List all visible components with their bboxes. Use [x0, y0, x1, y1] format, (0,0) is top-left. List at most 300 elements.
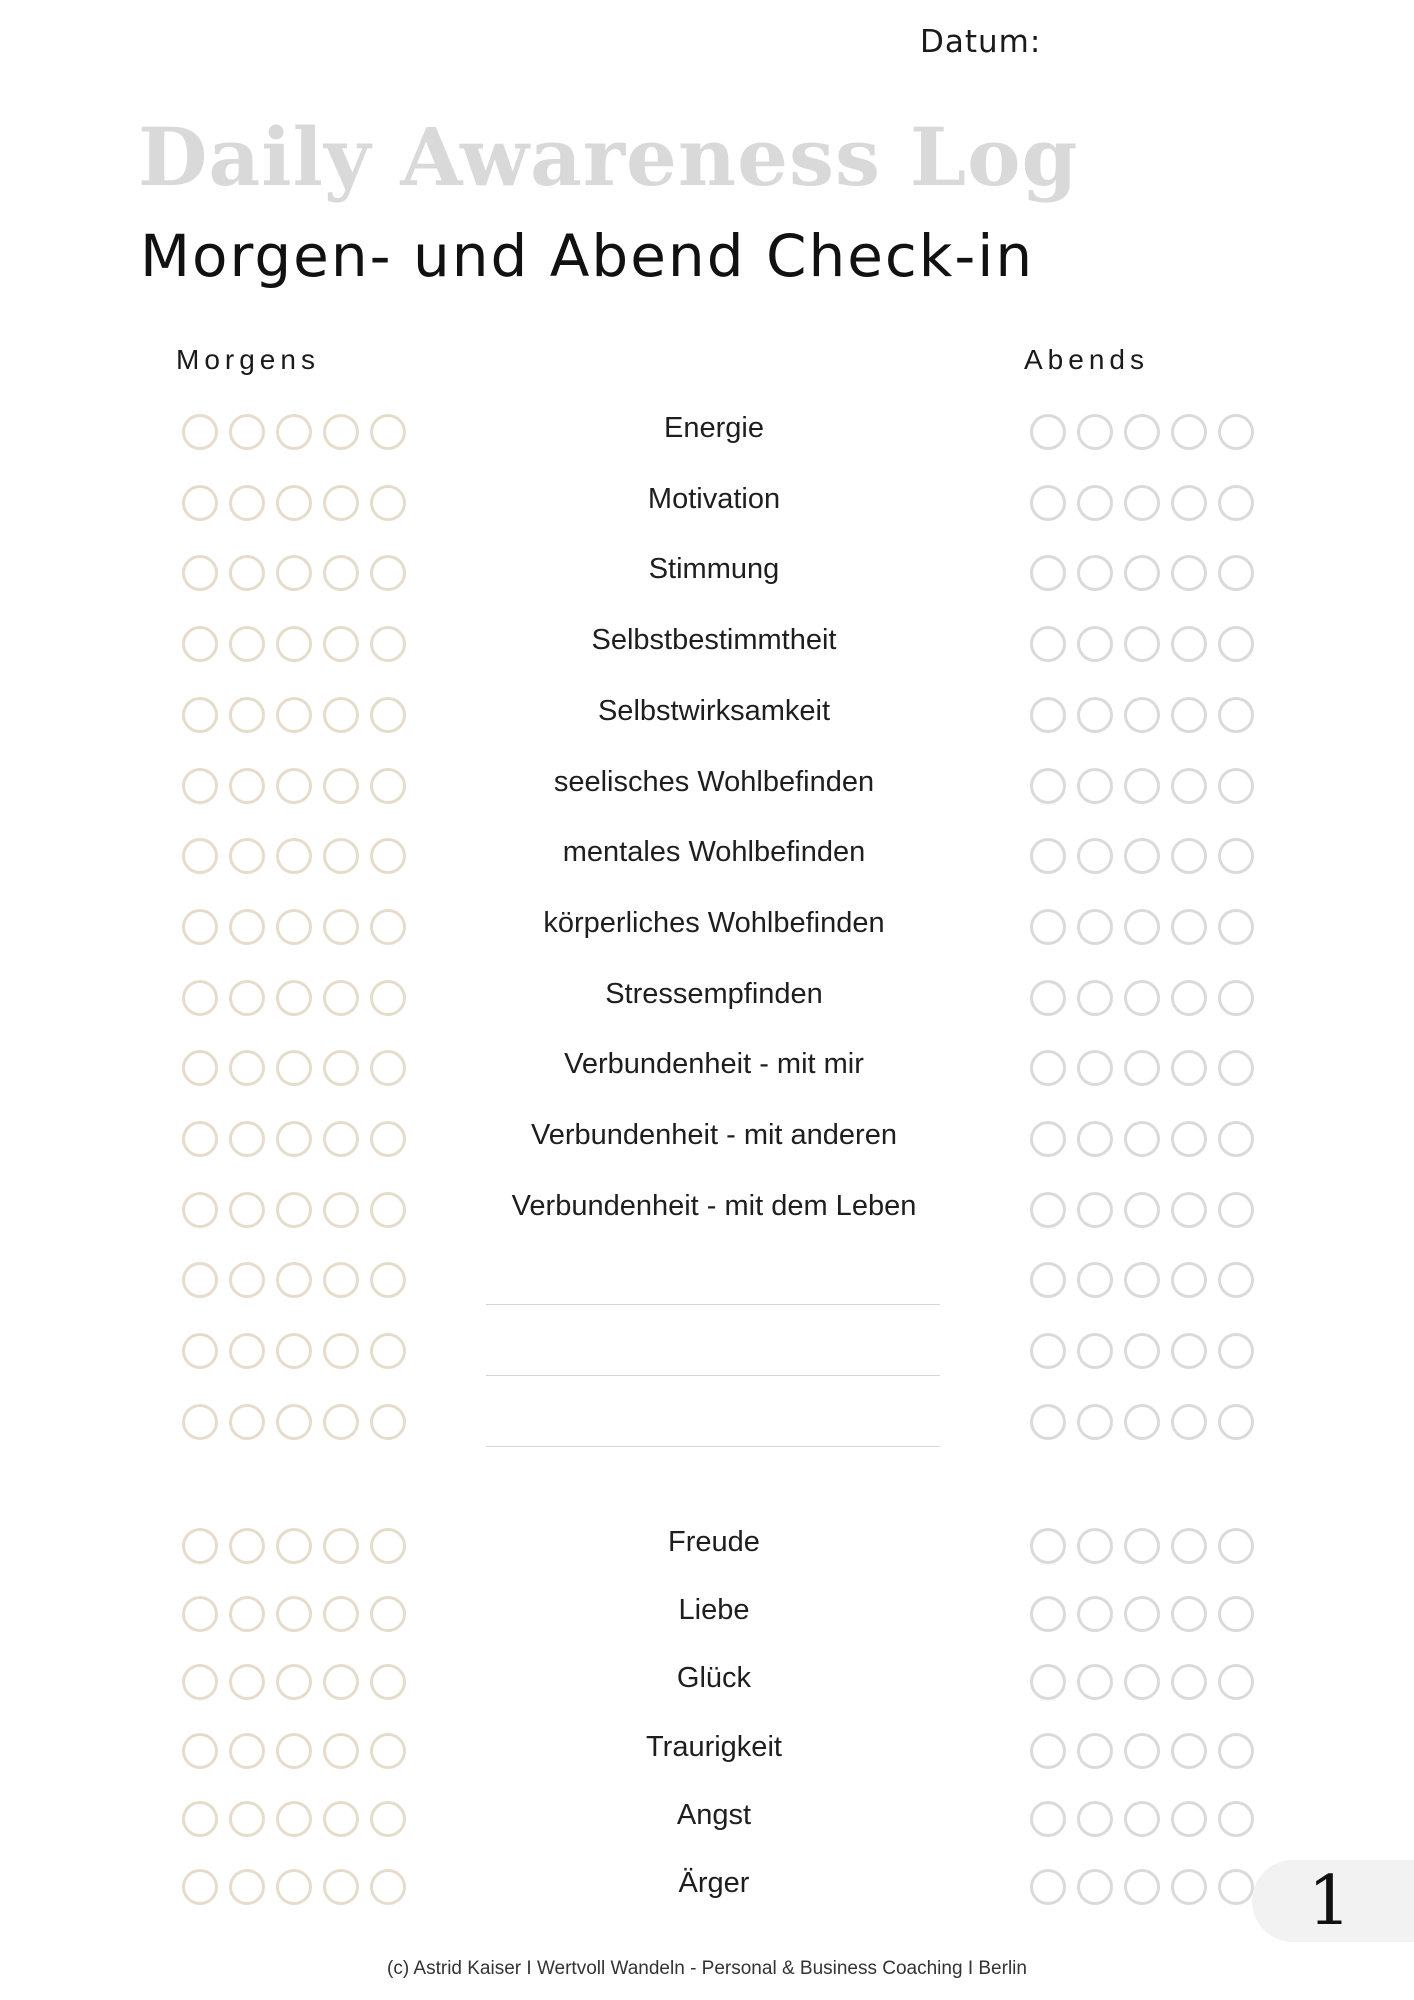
evening-rating-circle[interactable] [1124, 626, 1160, 662]
evening-rating-circle[interactable] [1171, 1121, 1207, 1157]
evening-rating-circle[interactable] [1030, 485, 1066, 521]
morning-rating-circle[interactable] [276, 1869, 312, 1905]
evening-rating-circle[interactable] [1077, 980, 1113, 1016]
morning-rating-circle[interactable] [229, 1596, 265, 1632]
evening-rating-circle[interactable] [1077, 485, 1113, 521]
evening-rating-circle[interactable] [1077, 1404, 1113, 1440]
morning-rating-circle[interactable] [370, 1121, 406, 1157]
rating-row [0, 551, 1414, 599]
morning-rating-circle[interactable] [276, 909, 312, 945]
evening-rating-circle[interactable] [1218, 1121, 1254, 1157]
morning-rating-circle[interactable] [276, 1596, 312, 1632]
morning-rating-scale [182, 626, 406, 662]
rating-label: Angst [676, 1798, 752, 1831]
morning-rating-scale [182, 1528, 406, 1564]
morning-rating-circle[interactable] [370, 626, 406, 662]
blank-entry-line[interactable] [486, 1446, 940, 1447]
evening-rating-circle[interactable] [1218, 1596, 1254, 1632]
evening-rating-circle[interactable] [1124, 1664, 1160, 1700]
morning-rating-circle[interactable] [323, 1404, 359, 1440]
morning-rating-circle[interactable] [370, 1869, 406, 1905]
evening-rating-circle[interactable] [1171, 485, 1207, 521]
evening-rating-circle[interactable] [1218, 1262, 1254, 1298]
morning-rating-circle[interactable] [323, 1528, 359, 1564]
evening-rating-circle[interactable] [1124, 1733, 1160, 1769]
morning-rating-circle[interactable] [323, 697, 359, 733]
evening-rating-circle[interactable] [1124, 1596, 1160, 1632]
morning-rating-circle[interactable] [182, 1262, 218, 1298]
evening-rating-circle[interactable] [1077, 697, 1113, 733]
rating-label: Stimmung [648, 553, 780, 586]
morning-rating-circle[interactable] [229, 1333, 265, 1369]
morning-rating-circle[interactable] [182, 1333, 218, 1369]
morning-rating-circle[interactable] [323, 485, 359, 521]
morning-rating-circle[interactable] [229, 626, 265, 662]
rating-row [0, 764, 1414, 812]
evening-rating-circle[interactable] [1171, 838, 1207, 874]
evening-rating-circle[interactable] [1171, 1404, 1207, 1440]
evening-rating-circle[interactable] [1124, 1192, 1160, 1228]
evening-rating-circle[interactable] [1030, 1801, 1066, 1837]
evening-rating-circle[interactable] [1171, 697, 1207, 733]
evening-rating-circle[interactable] [1218, 1404, 1254, 1440]
evening-rating-scale [1030, 697, 1254, 733]
morning-rating-circle[interactable] [276, 1192, 312, 1228]
evening-rating-circle[interactable] [1030, 1404, 1066, 1440]
morning-rating-circle[interactable] [323, 555, 359, 591]
evening-rating-circle[interactable] [1171, 1192, 1207, 1228]
evening-rating-circle[interactable] [1218, 1528, 1254, 1564]
page-subtitle: Morgen- und Abend Check-in [140, 222, 1035, 290]
morning-rating-circle[interactable] [370, 980, 406, 1016]
morning-rating-scale [182, 414, 406, 450]
morning-rating-circle[interactable] [276, 1664, 312, 1700]
evening-rating-circle[interactable] [1171, 626, 1207, 662]
morning-rating-circle[interactable] [370, 414, 406, 450]
morning-rating-circle[interactable] [182, 1121, 218, 1157]
morning-rating-circle[interactable] [370, 768, 406, 804]
morning-rating-circle[interactable] [323, 1801, 359, 1837]
morning-rating-circle[interactable] [182, 1596, 218, 1632]
rating-row [0, 1258, 1414, 1306]
date-label: Datum: [920, 24, 1042, 60]
rating-row [0, 1188, 1414, 1236]
rating-label: Traurigkeit [646, 1730, 782, 1763]
morning-rating-circle[interactable] [229, 1869, 265, 1905]
morning-rating-circle[interactable] [323, 1333, 359, 1369]
morning-rating-circle[interactable] [276, 1050, 312, 1086]
rating-row [0, 1524, 1414, 1572]
morning-rating-circle[interactable] [182, 1801, 218, 1837]
morning-rating-circle[interactable] [182, 626, 218, 662]
rating-label: Glück [676, 1662, 752, 1695]
morning-rating-circle[interactable] [370, 909, 406, 945]
evening-rating-circle[interactable] [1124, 980, 1160, 1016]
morning-rating-circle[interactable] [323, 838, 359, 874]
rating-row [0, 1329, 1414, 1377]
morning-rating-circle[interactable] [370, 1733, 406, 1769]
rating-row [0, 1046, 1414, 1094]
morning-rating-scale [182, 555, 406, 591]
morning-rating-scale [182, 485, 406, 521]
evening-rating-scale [1030, 1733, 1254, 1769]
evening-rating-circle[interactable] [1171, 768, 1207, 804]
morning-rating-circle[interactable] [276, 555, 312, 591]
evening-rating-circle[interactable] [1171, 555, 1207, 591]
evening-rating-circle[interactable] [1077, 1333, 1113, 1369]
evening-rating-circle[interactable] [1124, 838, 1160, 874]
evening-rating-circle[interactable] [1030, 1869, 1066, 1905]
evening-rating-circle[interactable] [1077, 1050, 1113, 1086]
evening-rating-circle[interactable] [1124, 909, 1160, 945]
morning-rating-circle[interactable] [182, 1192, 218, 1228]
morning-rating-circle[interactable] [229, 555, 265, 591]
morning-rating-circle[interactable] [276, 626, 312, 662]
rating-row [0, 1660, 1414, 1708]
evening-rating-circle[interactable] [1124, 768, 1160, 804]
column-header-morning: Morgens [176, 344, 320, 375]
morning-rating-circle[interactable] [182, 838, 218, 874]
rating-row [0, 834, 1414, 882]
evening-rating-scale [1030, 414, 1254, 450]
evening-rating-circle[interactable] [1030, 909, 1066, 945]
evening-rating-circle[interactable] [1030, 1121, 1066, 1157]
evening-rating-circle[interactable] [1171, 1664, 1207, 1700]
evening-rating-circle[interactable] [1030, 1192, 1066, 1228]
morning-rating-circle[interactable] [370, 1596, 406, 1632]
evening-rating-circle[interactable] [1218, 555, 1254, 591]
evening-rating-circle[interactable] [1218, 838, 1254, 874]
evening-rating-circle[interactable] [1077, 768, 1113, 804]
morning-rating-circle[interactable] [370, 1333, 406, 1369]
page-number: 1 [1307, 1862, 1352, 1941]
morning-rating-circle[interactable] [323, 1664, 359, 1700]
rating-label: Ärger [678, 1867, 750, 1899]
morning-rating-circle[interactable] [323, 626, 359, 662]
morning-rating-circle[interactable] [229, 1801, 265, 1837]
evening-rating-circle[interactable] [1124, 555, 1160, 591]
rating-row [0, 1729, 1414, 1777]
morning-rating-circle[interactable] [276, 1333, 312, 1369]
morning-rating-circle[interactable] [323, 768, 359, 804]
morning-rating-circle[interactable] [229, 1192, 265, 1228]
morning-rating-circle[interactable] [276, 1733, 312, 1769]
morning-rating-circle[interactable] [370, 1192, 406, 1228]
evening-rating-circle[interactable] [1030, 980, 1066, 1016]
morning-rating-circle[interactable] [370, 1262, 406, 1298]
morning-rating-circle[interactable] [370, 697, 406, 733]
evening-rating-circle[interactable] [1077, 1121, 1113, 1157]
rating-label: körperliches Wohlbefinden [543, 906, 885, 939]
evening-rating-circle[interactable] [1218, 768, 1254, 804]
rating-row [0, 1117, 1414, 1165]
evening-rating-scale [1030, 1333, 1254, 1369]
evening-rating-scale [1030, 1869, 1254, 1905]
rating-label: Liebe [678, 1594, 750, 1627]
morning-rating-scale [182, 1192, 406, 1228]
morning-rating-circle[interactable] [182, 1733, 218, 1769]
morning-rating-scale [182, 1596, 406, 1632]
rating-label: Freude [668, 1526, 760, 1558]
morning-rating-circle[interactable] [182, 1528, 218, 1564]
morning-rating-circle[interactable] [370, 1050, 406, 1086]
rating-row [0, 693, 1414, 741]
rating-label: Selbstbestimmtheit [591, 624, 837, 657]
morning-rating-scale [182, 1050, 406, 1086]
evening-rating-circle[interactable] [1030, 697, 1066, 733]
evening-rating-circle[interactable] [1218, 1050, 1254, 1086]
evening-rating-circle[interactable] [1124, 1262, 1160, 1298]
morning-rating-circle[interactable] [229, 768, 265, 804]
evening-rating-circle[interactable] [1218, 1869, 1254, 1905]
morning-rating-scale [182, 697, 406, 733]
evening-rating-circle[interactable] [1030, 1528, 1066, 1564]
morning-rating-circle[interactable] [276, 414, 312, 450]
morning-rating-circle[interactable] [229, 1050, 265, 1086]
evening-rating-circle[interactable] [1124, 1050, 1160, 1086]
evening-rating-circle[interactable] [1077, 414, 1113, 450]
evening-rating-circle[interactable] [1218, 1192, 1254, 1228]
morning-rating-scale [182, 1262, 406, 1298]
evening-rating-circle[interactable] [1218, 485, 1254, 521]
evening-rating-circle[interactable] [1218, 1664, 1254, 1700]
morning-rating-scale [182, 1733, 406, 1769]
evening-rating-circle[interactable] [1030, 555, 1066, 591]
evening-rating-scale [1030, 1404, 1254, 1440]
morning-rating-circle[interactable] [276, 1528, 312, 1564]
evening-rating-circle[interactable] [1171, 1050, 1207, 1086]
morning-rating-scale [182, 1333, 406, 1369]
morning-rating-scale [182, 1801, 406, 1837]
evening-rating-circle[interactable] [1077, 1869, 1113, 1905]
morning-rating-circle[interactable] [182, 768, 218, 804]
evening-rating-circle[interactable] [1077, 1262, 1113, 1298]
evening-rating-circle[interactable] [1030, 1333, 1066, 1369]
evening-rating-circle[interactable] [1218, 1801, 1254, 1837]
morning-rating-circle[interactable] [323, 1050, 359, 1086]
morning-rating-circle[interactable] [276, 1121, 312, 1157]
morning-rating-circle[interactable] [229, 485, 265, 521]
morning-rating-circle[interactable] [229, 1404, 265, 1440]
morning-rating-circle[interactable] [323, 980, 359, 1016]
evening-rating-circle[interactable] [1124, 1404, 1160, 1440]
evening-rating-circle[interactable] [1077, 1733, 1113, 1769]
evening-rating-circle[interactable] [1124, 1869, 1160, 1905]
evening-rating-circle[interactable] [1124, 485, 1160, 521]
morning-rating-circle[interactable] [229, 1664, 265, 1700]
morning-rating-circle[interactable] [276, 1404, 312, 1440]
morning-rating-circle[interactable] [323, 414, 359, 450]
morning-rating-circle[interactable] [370, 485, 406, 521]
evening-rating-circle[interactable] [1171, 1801, 1207, 1837]
morning-rating-circle[interactable] [323, 1869, 359, 1905]
morning-rating-circle[interactable] [276, 1801, 312, 1837]
evening-rating-scale [1030, 1262, 1254, 1298]
rating-label: Stressempfinden [605, 977, 823, 1010]
evening-rating-circle[interactable] [1124, 1528, 1160, 1564]
evening-rating-circle[interactable] [1218, 909, 1254, 945]
morning-rating-circle[interactable] [276, 838, 312, 874]
rating-label: Verbundenheit - mit dem Leben [511, 1189, 917, 1222]
morning-rating-circle[interactable] [276, 1262, 312, 1298]
evening-rating-circle[interactable] [1077, 1801, 1113, 1837]
evening-rating-circle[interactable] [1124, 1801, 1160, 1837]
morning-rating-circle[interactable] [370, 1801, 406, 1837]
blank-entry-line[interactable] [486, 1375, 940, 1376]
rating-row [0, 905, 1414, 953]
evening-rating-circle[interactable] [1077, 1528, 1113, 1564]
evening-rating-scale [1030, 768, 1254, 804]
morning-rating-scale [182, 1664, 406, 1700]
evening-rating-scale [1030, 1050, 1254, 1086]
evening-rating-circle[interactable] [1171, 1596, 1207, 1632]
morning-rating-circle[interactable] [182, 1404, 218, 1440]
morning-rating-circle[interactable] [182, 1050, 218, 1086]
evening-rating-circle[interactable] [1030, 838, 1066, 874]
evening-rating-circle[interactable] [1124, 414, 1160, 450]
blank-entry-line[interactable] [486, 1304, 940, 1305]
evening-rating-circle[interactable] [1077, 1596, 1113, 1632]
morning-rating-circle[interactable] [229, 697, 265, 733]
morning-rating-circle[interactable] [276, 768, 312, 804]
evening-rating-circle[interactable] [1030, 768, 1066, 804]
rating-row [0, 1592, 1414, 1640]
rating-label: Motivation [647, 482, 781, 515]
morning-rating-circle[interactable] [182, 909, 218, 945]
evening-rating-circle[interactable] [1077, 838, 1113, 874]
evening-rating-circle[interactable] [1171, 1262, 1207, 1298]
evening-rating-circle[interactable] [1030, 1262, 1066, 1298]
evening-rating-circle[interactable] [1171, 909, 1207, 945]
evening-rating-scale [1030, 555, 1254, 591]
morning-rating-circle[interactable] [182, 414, 218, 450]
page-number-badge [1252, 1860, 1414, 1942]
evening-rating-circle[interactable] [1171, 1333, 1207, 1369]
morning-rating-circle[interactable] [229, 414, 265, 450]
evening-rating-circle[interactable] [1030, 414, 1066, 450]
morning-rating-circle[interactable] [323, 1121, 359, 1157]
evening-rating-circle[interactable] [1171, 414, 1207, 450]
morning-rating-circle[interactable] [182, 1664, 218, 1700]
evening-rating-circle[interactable] [1218, 1333, 1254, 1369]
page-title: Daily Awareness Log [138, 110, 1079, 204]
morning-rating-circle[interactable] [229, 838, 265, 874]
morning-rating-circle[interactable] [323, 1262, 359, 1298]
rating-row [0, 410, 1414, 458]
evening-rating-circle[interactable] [1030, 1596, 1066, 1632]
morning-rating-circle[interactable] [182, 485, 218, 521]
rating-label: seelisches Wohlbefinden [553, 765, 875, 798]
evening-rating-scale [1030, 909, 1254, 945]
evening-rating-scale [1030, 1192, 1254, 1228]
morning-rating-circle[interactable] [323, 1192, 359, 1228]
morning-rating-circle[interactable] [229, 1733, 265, 1769]
morning-rating-circle[interactable] [323, 1596, 359, 1632]
morning-rating-circle[interactable] [370, 1404, 406, 1440]
evening-rating-circle[interactable] [1077, 555, 1113, 591]
morning-rating-circle[interactable] [229, 980, 265, 1016]
rating-label: Verbundenheit - mit mir [564, 1048, 864, 1081]
evening-rating-circle[interactable] [1030, 626, 1066, 662]
morning-rating-circle[interactable] [229, 1121, 265, 1157]
evening-rating-scale [1030, 1801, 1254, 1837]
morning-rating-circle[interactable] [229, 1262, 265, 1298]
evening-rating-scale [1030, 1528, 1254, 1564]
evening-rating-circle[interactable] [1218, 697, 1254, 733]
rating-row [0, 1865, 1414, 1913]
rating-row [0, 481, 1414, 529]
evening-rating-circle[interactable] [1218, 980, 1254, 1016]
morning-rating-circle[interactable] [182, 980, 218, 1016]
morning-rating-scale [182, 838, 406, 874]
morning-rating-circle[interactable] [182, 697, 218, 733]
morning-rating-circle[interactable] [229, 1528, 265, 1564]
rating-label: mentales Wohlbefinden [562, 836, 866, 869]
morning-rating-circle[interactable] [276, 980, 312, 1016]
evening-rating-circle[interactable] [1077, 1192, 1113, 1228]
column-header-evening: Abends [1024, 344, 1149, 375]
evening-rating-circle[interactable] [1171, 980, 1207, 1016]
rating-label: Selbstwirksamkeit [597, 694, 831, 727]
footer-credit: (c) Astrid Kaiser I Wertvoll Wandeln - Personal & Business Coaching I Berlin [387, 1958, 1027, 1979]
evening-rating-circle[interactable] [1171, 1869, 1207, 1905]
evening-rating-circle[interactable] [1030, 1050, 1066, 1086]
evening-rating-scale [1030, 626, 1254, 662]
morning-rating-scale [182, 909, 406, 945]
morning-rating-circle[interactable] [370, 1664, 406, 1700]
evening-rating-circle[interactable] [1124, 1121, 1160, 1157]
evening-rating-circle[interactable] [1218, 626, 1254, 662]
morning-rating-circle[interactable] [182, 555, 218, 591]
morning-rating-circle[interactable] [370, 1528, 406, 1564]
morning-rating-circle[interactable] [370, 555, 406, 591]
evening-rating-circle[interactable] [1171, 1733, 1207, 1769]
evening-rating-circle[interactable] [1030, 1664, 1066, 1700]
morning-rating-circle[interactable] [370, 838, 406, 874]
morning-rating-circle[interactable] [276, 485, 312, 521]
rating-row [0, 976, 1414, 1024]
evening-rating-circle[interactable] [1030, 1733, 1066, 1769]
evening-rating-circle[interactable] [1171, 1528, 1207, 1564]
evening-rating-scale [1030, 485, 1254, 521]
evening-rating-scale [1030, 1596, 1254, 1632]
morning-rating-scale [182, 768, 406, 804]
evening-rating-circle[interactable] [1077, 626, 1113, 662]
evening-rating-circle[interactable] [1124, 1333, 1160, 1369]
rating-row [0, 1797, 1414, 1845]
rating-row [0, 1400, 1414, 1448]
evening-rating-circle[interactable] [1077, 909, 1113, 945]
evening-rating-circle[interactable] [1218, 1733, 1254, 1769]
evening-rating-circle[interactable] [1218, 414, 1254, 450]
evening-rating-circle[interactable] [1124, 697, 1160, 733]
morning-rating-circle[interactable] [323, 1733, 359, 1769]
morning-rating-scale [182, 1121, 406, 1157]
evening-rating-scale [1030, 838, 1254, 874]
rating-label: Verbundenheit - mit anderen [531, 1119, 897, 1151]
rating-label: Energie [664, 412, 764, 444]
evening-rating-scale [1030, 980, 1254, 1016]
morning-rating-circle[interactable] [323, 909, 359, 945]
rating-row [0, 622, 1414, 670]
morning-rating-circle[interactable] [276, 697, 312, 733]
morning-rating-scale [182, 1404, 406, 1440]
evening-rating-circle[interactable] [1077, 1664, 1113, 1700]
morning-rating-circle[interactable] [229, 909, 265, 945]
morning-rating-scale [182, 980, 406, 1016]
morning-rating-circle[interactable] [182, 1869, 218, 1905]
evening-rating-scale [1030, 1121, 1254, 1157]
